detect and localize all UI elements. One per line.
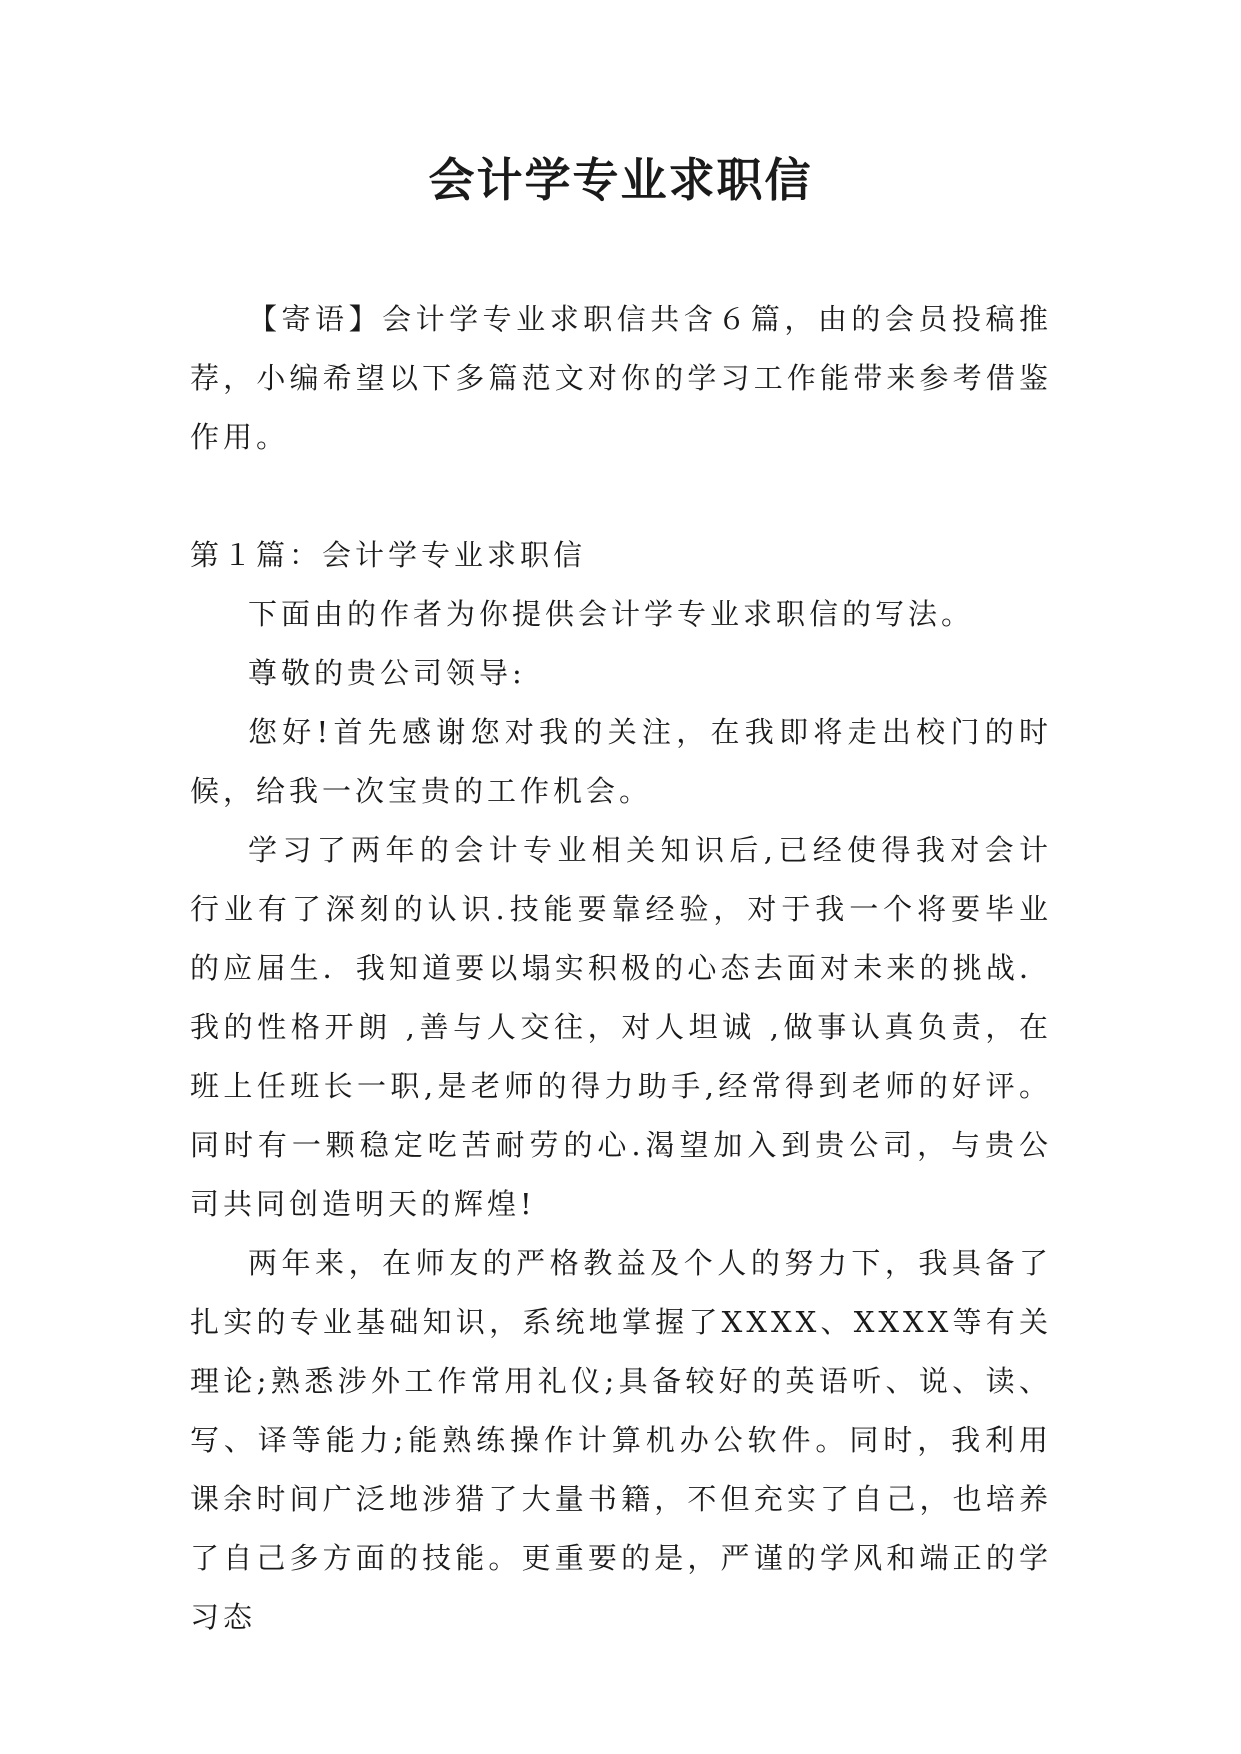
- document-title: 会计学专业求职信: [428, 153, 813, 207]
- intro-paragraph: 【寄语】会计学专业求职信共含６篇，由的会员投稿推荐，小编希望以下多篇范文对你的学习工作能带来参考借鉴作用。: [190, 302, 1052, 454]
- body-paragraph: 学习了两年的会计专业相关知识后,已经使得我对会计行业有了深刻的认识.技能要靠经验，对于我一个将要毕业的应届生．我知道要以塌实积极的心态去面对未来的挑战．我的性格开朗 ,善与人交往，对人坦诚 ,做事认真负责，在班上任班长一职,是老师的得力助手,经常得到老师的好评。同时有一颗稳定吃苦耐劳的心.渴望加入到贵公司，与贵公司共同创造明天的辉煌!: [190, 833, 1052, 1221]
- body-paragraph: 下面由的作者为你提供会计学专业求职信的写法。: [248, 597, 975, 631]
- document-body: [190, 290, 1052, 1647]
- body-paragraph: 您好!首先感谢您对我的关注，在我即将走出校门的时候，给我一次宝贵的工作机会。: [190, 715, 1052, 808]
- salutation: 尊敬的贵公司领导:: [248, 656, 526, 690]
- body-paragraph: 两年来，在师友的严格教益及个人的努力下，我具备了扎实的专业基础知识，系统地掌握了XXXX、XXXX等有关理论;熟悉涉外工作常用礼仪;具备较好的英语听、说、读、写、译等能力;能熟练操作计算机办公软件。同时，我利用课余时间广泛地涉猎了大量书籍，不但充实了自己，也培养了自己多方面的技能。更重要的是，严谨的学风和端正的学习态: [190, 1246, 1052, 1634]
- section-heading: 第１篇：会计学专业求职信: [190, 538, 587, 572]
